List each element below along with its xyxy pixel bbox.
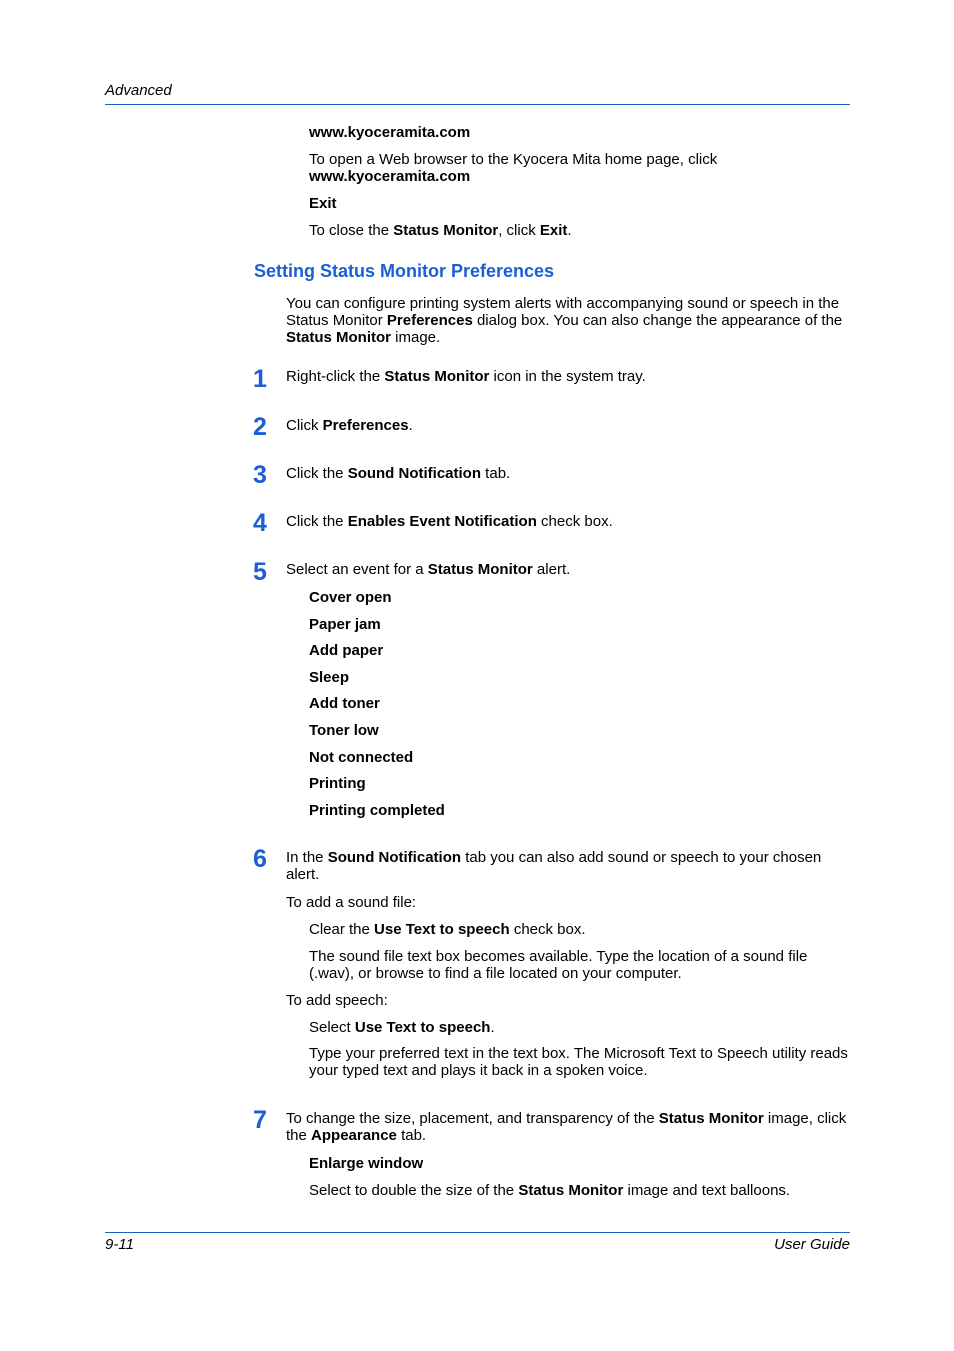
step-number-6: 6	[253, 845, 267, 873]
step-number-2: 2	[253, 413, 267, 441]
step-number-4: 4	[253, 509, 267, 537]
step-text-4: Click the Enables Event Notification check box.	[286, 513, 613, 530]
step-number-7: 7	[253, 1106, 267, 1134]
event-item: Cover open	[309, 589, 392, 606]
step-number-3: 3	[253, 461, 267, 489]
event-item: Printing	[309, 775, 366, 792]
speech-select-instruction: Select Use Text to speech.	[309, 1019, 495, 1036]
event-item: Not connected	[309, 749, 414, 766]
running-header: Advanced	[105, 82, 172, 99]
step-text-5: Select an event for a Status Monitor alert.	[286, 561, 571, 578]
event-item: Add toner	[309, 695, 380, 712]
item-term-exit: Exit	[309, 195, 337, 212]
step-text-1: Right-click the Status Monitor icon in the system tray.	[286, 368, 646, 385]
speech-heading: To add speech:	[286, 992, 388, 1009]
event-item: Sleep	[309, 669, 350, 686]
sound-description: The sound file text box becomes available. Type the location of a sound file (.wav), or browse to find a file located on your computer.	[309, 948, 808, 982]
item-term-website: www.kyoceramita.com	[309, 124, 471, 141]
step-number-1: 1	[253, 365, 267, 393]
event-item: Toner low	[309, 722, 379, 739]
section-title: Setting Status Monitor Preferences	[254, 261, 555, 281]
page-number: 9-11	[105, 1236, 134, 1253]
step-text-7: To change the size, placement, and transparency of the Status Monitor image, click the Appearance tab.	[286, 1110, 847, 1144]
footer-title: User Guide	[774, 1236, 850, 1253]
appearance-term: Enlarge window	[309, 1155, 424, 1172]
sound-clear-instruction: Clear the Use Text to speech check box.	[309, 921, 586, 938]
appearance-description: Select to double the size of the Status Monitor image and text balloons.	[309, 1182, 791, 1199]
step-text-6: In the Sound Notification tab you can also add sound or speech to your chosen alert.	[286, 849, 822, 883]
event-item: Paper jam	[309, 616, 381, 633]
event-item: Add paper	[309, 642, 384, 659]
section-intro: You can configure printing system alerts with accompanying sound or speech in the Status Monitor Preferences dialog box. You can also change the appearance of the Status Monitor image.	[286, 295, 843, 346]
item-desc-exit: To close the Status Monitor, click Exit.	[309, 222, 572, 239]
header-rule	[105, 104, 850, 105]
step-text-2: Click Preferences.	[286, 417, 413, 434]
event-item: Printing completed	[309, 802, 445, 819]
footer-rule	[105, 1232, 850, 1233]
item-desc-website: To open a Web browser to the Kyocera Mita home page, click www.kyoceramita.com	[309, 151, 718, 185]
speech-description: Type your preferred text in the text box. The Microsoft Text to Speech utility reads your typed text and plays it back in a spoken voice.	[309, 1045, 848, 1079]
step-number-5: 5	[253, 558, 267, 586]
sound-heading: To add a sound file:	[286, 894, 417, 911]
step-text-3: Click the Sound Notification tab.	[286, 465, 511, 482]
